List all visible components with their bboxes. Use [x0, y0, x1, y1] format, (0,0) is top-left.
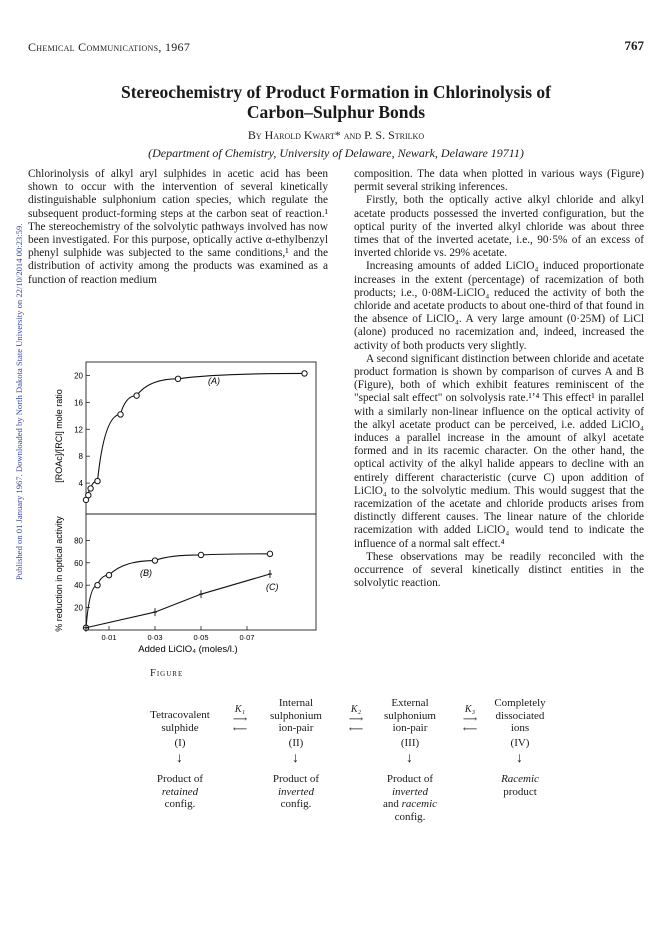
data-point-b	[152, 558, 157, 563]
running-head: Chemical Communications, 1967	[28, 40, 191, 54]
species-number: (III)	[400, 737, 420, 749]
data-point-a	[86, 493, 91, 498]
y-tick-label: 8	[78, 452, 83, 462]
affiliation: (Department of Chemistry, University of Delaware, Newark, Delaware 19711)	[148, 146, 524, 160]
paragraph: Firstly, both the optically active alkyl chloride and alkyl acetate products possessed the inverted configuration, but the optical purity of the inverted alkyl chloride was about three times that of the inverted acetate, i.e., 90·5% of an excess of inverted chloride vs. 29% acetate.	[354, 194, 644, 260]
y-tick-label: 40	[74, 581, 83, 591]
data-point-b	[198, 552, 203, 557]
series-line-b	[86, 554, 270, 628]
reaction-scheme	[120, 697, 600, 837]
x-tick-label: 0·03	[147, 633, 163, 642]
y-tick-label: 80	[74, 536, 83, 546]
series-label-b: (B)	[140, 568, 152, 578]
data-point-a	[134, 393, 139, 398]
left-column	[28, 168, 328, 287]
y-tick-label: 60	[74, 558, 83, 568]
title-line-2: Carbon–Sulphur Bonds	[246, 102, 426, 122]
down-arrow: ↓	[516, 751, 523, 766]
species-name: Tetracovalent sulphide	[150, 709, 210, 734]
species-number: (IV)	[510, 737, 530, 749]
paragraph: Chlorinolysis of alkyl aryl sulphides in acetic acid has been shown to occur with the intervention of several kinetically distinguishable sulphonium cation species, which regulate the subsequent product-forming steps at the carbon seat of reaction.¹ The stereochemistry of the solvolytic pathways involved has now been investigated. For this purpose, optically active α-ethylbenzyl phenyl sulphide was subjected to the same conditions,¹ and the distribution of activity among the products was examined as a function of reaction medium	[28, 168, 328, 286]
page-number: 767	[624, 38, 644, 53]
x-tick-label: 0·07	[239, 633, 255, 642]
download-note: Published on 01 January 1967. Downloaded by North Dakota State University on 22/10/2014 00:23:59.	[14, 223, 24, 580]
paragraph: Increasing amounts of added LiClO₄ induced proportionate increases in the extent (percentage) of racemization of both products; i.e., 0·08M-LiClO₄ reduced the activity of both the chloride and acetate products to about one-third of that found in the absence of LiClO₄. A very large amount (0·25M) of LiCl (alone) produced no racemization and, indeed, increased the activity of both products very slightly.	[354, 260, 644, 352]
data-point-a	[175, 376, 180, 381]
data-point-a	[95, 478, 100, 483]
equilibrium-arrow-k1: K₁ ⟶ ⟵	[232, 704, 248, 735]
authors: By Harold Kwart* and P. S. Strilko	[247, 128, 425, 142]
data-point-a	[88, 486, 93, 491]
species-number: (II)	[288, 737, 304, 749]
data-point-b	[95, 583, 100, 588]
series-line-c	[86, 574, 270, 628]
product-label: Product of inverted config.	[272, 773, 320, 810]
series-line-a	[86, 373, 305, 499]
data-point-b	[267, 551, 272, 556]
series-label-c: (C)	[266, 582, 279, 592]
data-point-a	[118, 412, 123, 417]
x-tick-label: 0·01	[101, 633, 117, 642]
down-arrow: ↓	[292, 751, 299, 766]
product-label: Product of retained config.	[156, 773, 204, 810]
y-tick-label: 12	[74, 425, 83, 435]
paragraph: These observations may be readily reconciled with the occurrence of several kinetically distinct entities in the solvolytic reaction.	[354, 550, 644, 590]
equilibrium-arrow-k2: K₂ ⟶ ⟵	[348, 704, 364, 735]
x-tick-label: 0·05	[193, 633, 209, 642]
down-arrow: ↓	[176, 751, 183, 766]
product-label: Racemic product	[501, 773, 539, 798]
data-point-a	[302, 371, 307, 376]
paragraph: A second significant distinction between chloride and acetate product formation is shown by comparison of curves A and B (Figure), both of which exhibit features reminiscent of the "special salt effect" on solvolysis rate.¹ʼ⁴ This effect¹ in parallel with a similarly non-linear influence on the optical activity of the alkyl acetate product can be perceived, i.e. added LiClO₄ induces a parallel increase in the amount of alkyl acetate formed and in its racemic character. On the other hand, the optical activity of the alkyl halide appears to decline with an entirely different characteristic (curve C) upon addition of LiClO₄ to the solvolytic medium. This would suggest that the racemization of the acetate and chloride products arises from distinctly different causes. The linear nature of the chloride racemization with added LiClO₄ would tend to indicate the influence of a normal salt effect.⁴	[354, 352, 644, 550]
product-label: Product of inverted and racemic config.	[382, 773, 438, 823]
title-line-1: Stereochemistry of Product Formation in Chlorinolysis of	[120, 82, 551, 102]
y-tick-label: 4	[78, 479, 83, 489]
right-column	[354, 168, 644, 591]
series-label-a: (A)	[208, 376, 220, 386]
species-name: External sulphonium ion-pair	[384, 697, 436, 734]
species-name: Internal sulphonium ion-pair	[270, 697, 322, 734]
down-arrow: ↓	[406, 751, 413, 766]
plot-frame	[86, 362, 316, 630]
species-number: (I)	[174, 737, 186, 749]
species-name: Completely dissociated ions	[494, 697, 546, 734]
figure-chart	[48, 350, 328, 660]
y-tick-label: 20	[74, 603, 83, 613]
equilibrium-arrow-k3: K₃ ⟶ ⟵	[462, 704, 478, 735]
y-tick-label: 20	[74, 371, 83, 381]
article-title	[60, 82, 612, 122]
paragraph: composition. The data when plotted in various ways (Figure) permit several striking inferences.	[354, 168, 644, 194]
figure-caption: Figure	[150, 668, 184, 679]
y-axis-label: [ROAc]/[RCl] mole ratio	[54, 389, 64, 483]
y-tick-label: 16	[74, 398, 83, 408]
data-point-b	[106, 572, 111, 577]
y-axis-label: % reduction in optical activity	[54, 516, 64, 632]
x-axis-label: Added LiClO₄ (moles/l.)	[138, 644, 238, 655]
